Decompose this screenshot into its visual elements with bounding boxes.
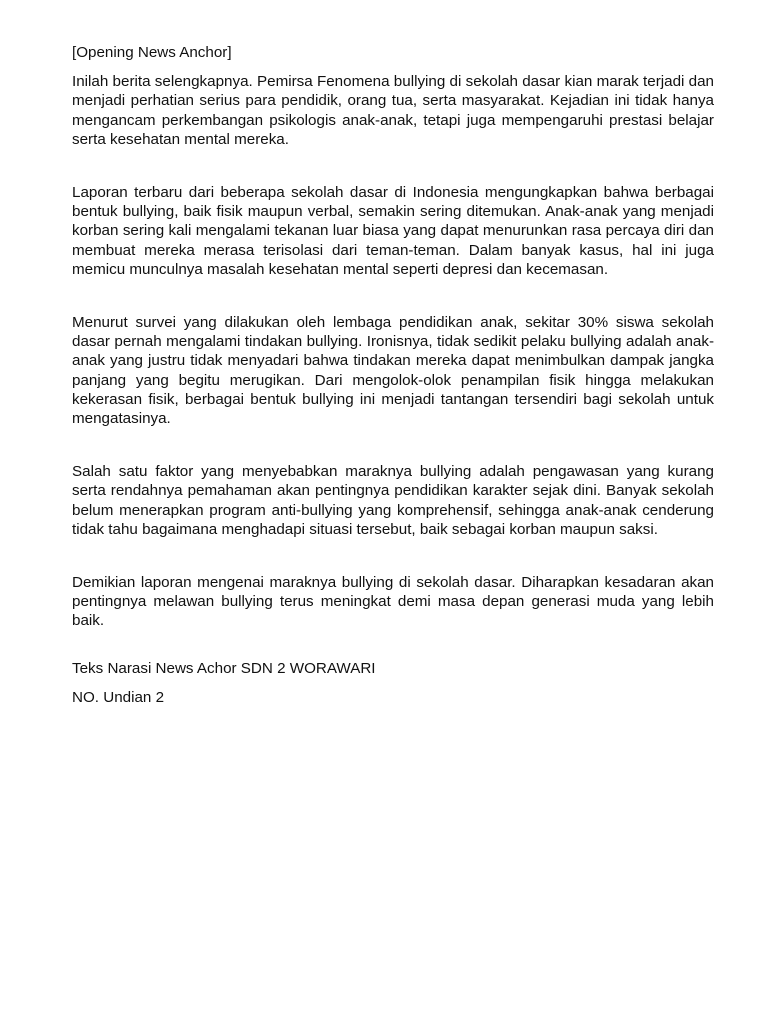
- document-heading: [Opening News Anchor]: [72, 44, 232, 61]
- paragraph-gap: [72, 149, 714, 183]
- paragraph-3: Menurut survei yang dilakukan oleh lembaga pendidikan anak, sekitar 30% siswa sekolah dasar pernah mengalami tindakan bullying. Ironisnya, tidak sedikit pelaku bullying adalah anak-anak yang justru tidak menyadari bahwa tindakan mereka dapat menimbulkan dampak jangka panjang yang begitu merugikan. Dari mengolok-olok penampilan fisik hingga melakukan kekerasan fisik, berbagai bentuk bullying ini menjadi tantangan tersendiri bagi sekolah untuk mengatasinya.: [72, 314, 714, 428]
- paragraph-1: Inilah berita selengkapnya. Pemirsa Fenomena bullying di sekolah dasar kian marak terjadi dan menjadi perhatian serius para pendidik, orang tua, serta masyarakat. Kejadian ini tidak hanya mengancam perkembangan psikologis anak-anak, tetapi juga mempengaruhi prestasi belajar serta kesehatan mental mereka.: [72, 73, 714, 148]
- paragraph-gap: [72, 279, 714, 313]
- paragraph-4: Salah satu faktor yang menyebabkan maraknya bullying adalah pengawasan yang kurang serta rendahnya pemahaman akan pentingnya pendidikan karakter sejak dini. Banyak sekolah belum menerapkan program anti-bullying yang komprehensif, sehingga anak-anak cenderung tidak tahu bagaimana menghadapi situasi tersebut, baik sebagai korban maupun saksi.: [72, 463, 714, 538]
- paragraph-gap: [72, 428, 714, 462]
- paragraph-gap: [72, 631, 714, 659]
- paragraph-gap: [72, 539, 714, 573]
- footer-number: NO. Undian 2: [72, 688, 165, 706]
- document-page: [72, 43, 714, 707]
- paragraph-2: Laporan terbaru dari beberapa sekolah dasar di Indonesia mengungkapkan bahwa berbagai bentuk bullying, baik fisik maupun verbal, semakin sering ditemukan. Anak-anak yang menjadi korban sering kali mengalami tekanan luar biasa yang dapat menurunkan rasa percaya diri dan membuat mereka merasa terisolasi dari teman-teman. Dalam banyak kasus, hal ini juga memicu munculnya masalah kesehatan mental seperti depresi dan kecemasan.: [72, 184, 714, 278]
- line-gap: [72, 678, 714, 688]
- paragraph-5: Demikian laporan mengenai maraknya bullying di sekolah dasar. Diharapkan kesadaran akan pentingnya melawan bullying terus meningkat demi masa depan generasi muda yang lebih baik.: [72, 574, 714, 630]
- footer-title: Teks Narasi News Achor SDN 2 WORAWARI: [72, 659, 376, 677]
